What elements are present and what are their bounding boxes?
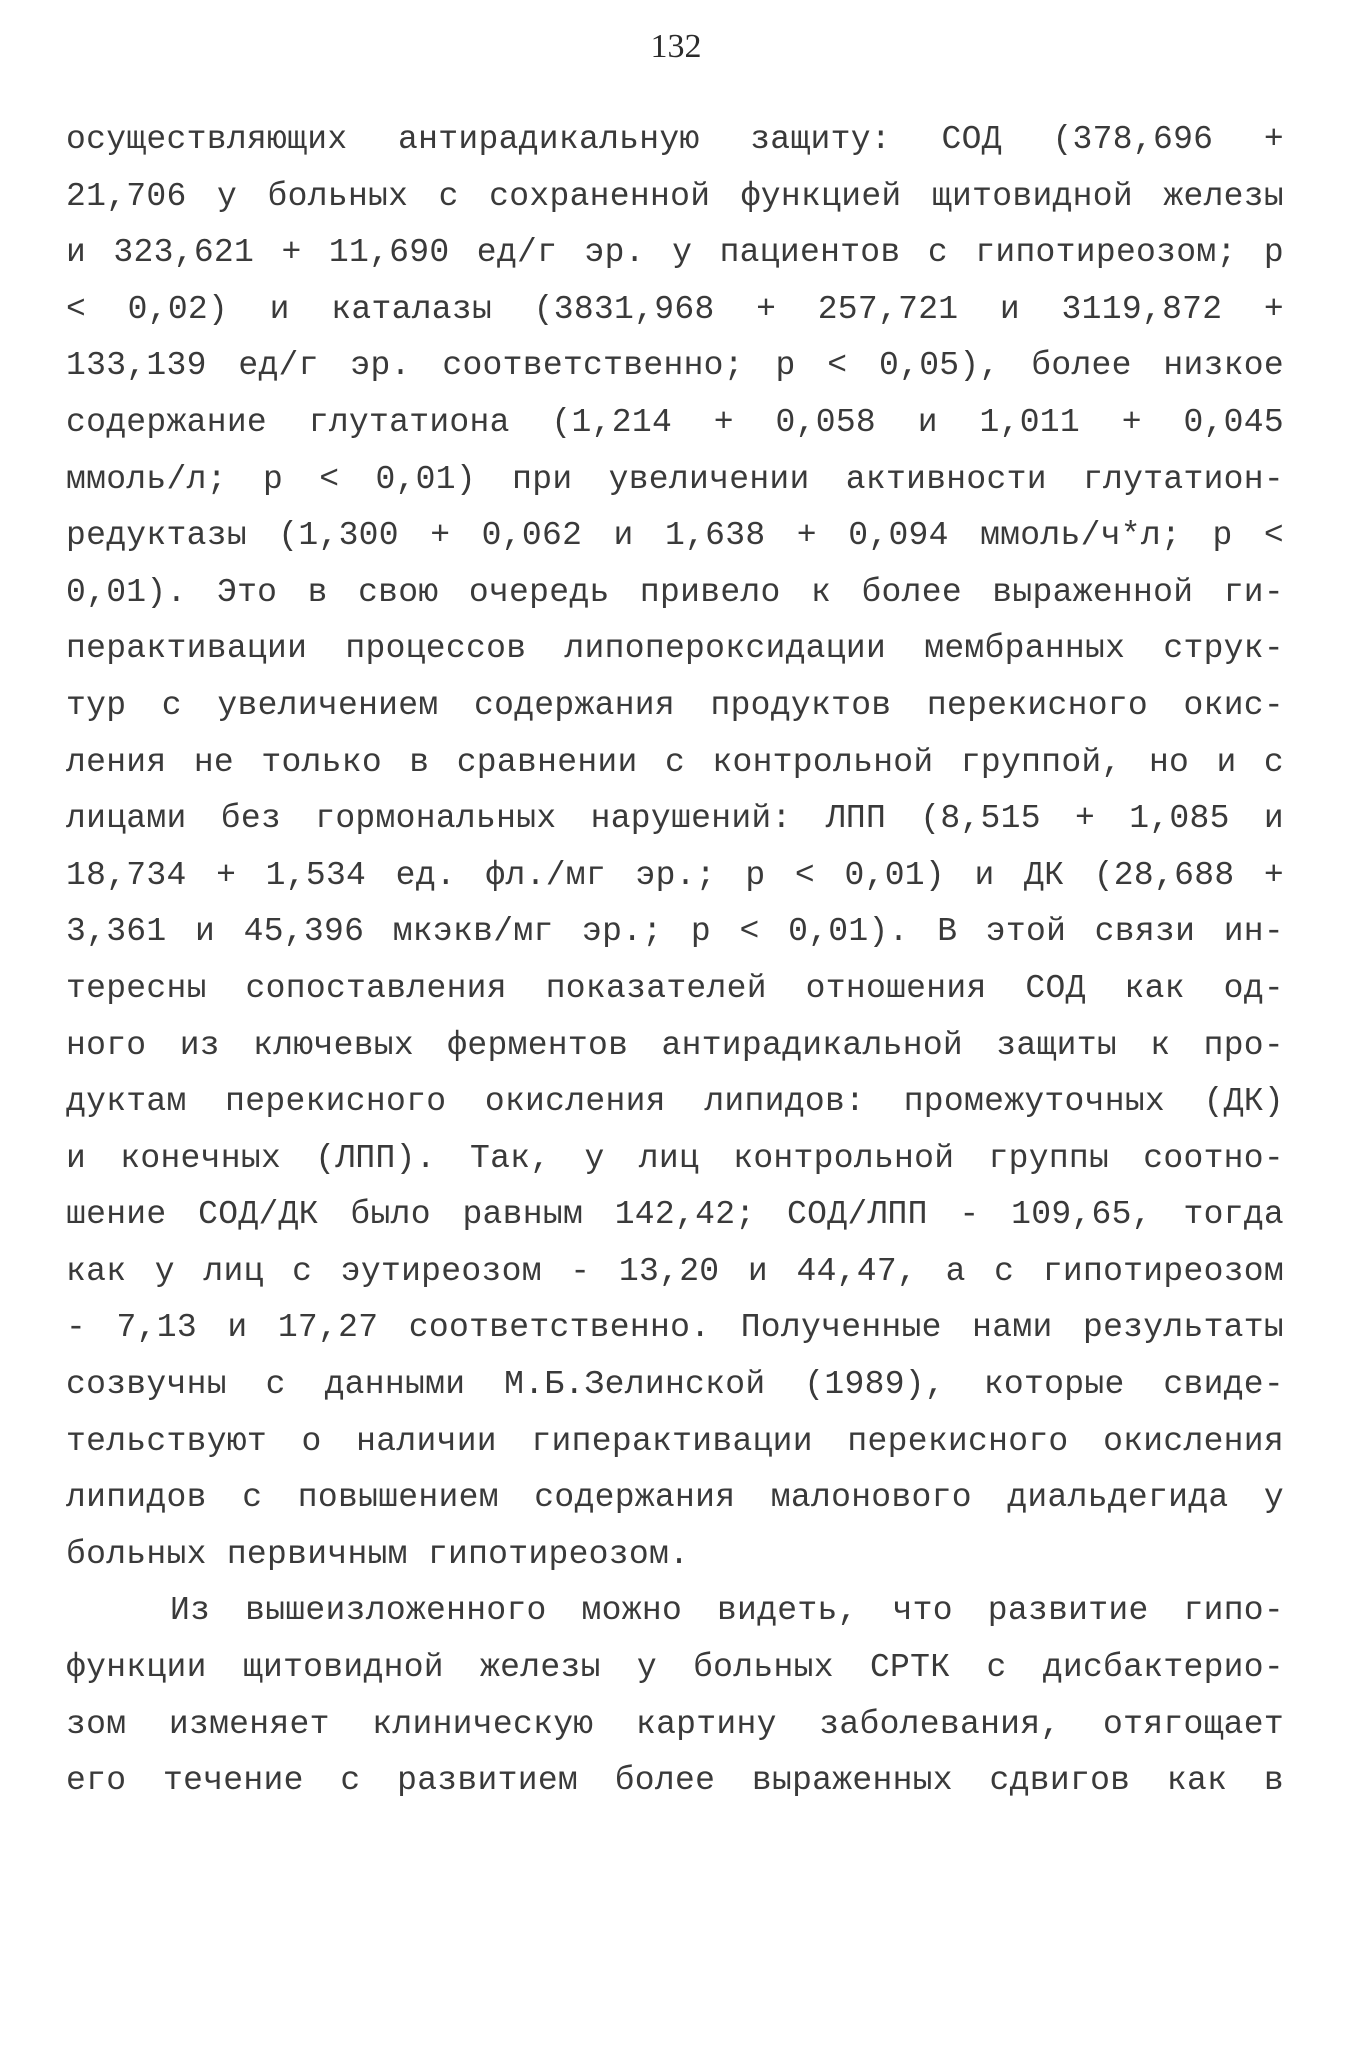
- text-line: 133,139 ед/г эр. соответственно; р < 0,05), более низкое: [66, 347, 1284, 385]
- paragraph-2: [66, 1583, 1284, 1809]
- paragraph-1: [66, 112, 1284, 1583]
- text-line: лицами без гормональных нарушений: ЛПП (8,515 + 1,085 и: [66, 800, 1284, 838]
- text-line: ммоль/л; р < 0,01) при увеличении активности глутатион-: [66, 460, 1284, 498]
- page-number: 132: [650, 28, 702, 65]
- body-text: [66, 112, 1284, 1810]
- text-line: созвучны с данными М.Б.Зелинской (1989), которые свиде-: [66, 1366, 1284, 1404]
- text-line: ного из ключевых ферментов антирадикальной защиты к про-: [66, 1026, 1284, 1064]
- text-line: < 0,02) и каталазы (3831,968 + 257,721 и 3119,872 +: [66, 290, 1284, 328]
- text-line: шение СОД/ДК было равным 142,42; СОД/ЛПП - 109,65, тогда: [66, 1196, 1284, 1234]
- text-line: его течение с развитием более выраженных сдвигов как в: [66, 1762, 1284, 1800]
- text-line: содержание глутатиона (1,214 + 0,058 и 1,011 + 0,045: [66, 403, 1284, 441]
- text-line: и конечных (ЛПП). Так, у лиц контрольной группы соотно-: [66, 1139, 1284, 1177]
- text-line: 21,706 у больных с сохраненной функцией щитовидной железы: [66, 177, 1284, 215]
- text-line: зом изменяет клиническую картину заболевания, отягощает: [66, 1705, 1284, 1743]
- text-line: как у лиц с эутиреозом - 13,20 и 44,47, а с гипотиреозом: [66, 1252, 1284, 1290]
- text-line: больных первичным гипотиреозом.: [66, 1535, 690, 1573]
- text-line: 3,361 и 45,396 мкэкв/мг эр.; р < 0,01). В этой связи ин-: [66, 913, 1284, 951]
- text-line: перактивации процессов липопероксидации мембранных струк-: [66, 630, 1284, 668]
- text-line: дуктам перекисного окисления липидов: промежуточных (ДК): [66, 1083, 1284, 1121]
- text-line: ления не только в сравнении с контрольной группой, но и с: [66, 743, 1284, 781]
- text-line: - 7,13 и 17,27 соответственно. Полученные нами результаты: [66, 1309, 1284, 1347]
- text-line: тересны сопоставления показателей отношения СОД как од-: [66, 969, 1284, 1007]
- text-line: и 323,621 + 11,690 ед/г эр. у пациентов с гипотиреозом; р: [66, 234, 1284, 272]
- text-line: осуществляющих антирадикальную защиту: СОД (378,696 +: [66, 121, 1284, 158]
- text-line: редуктазы (1,300 + 0,062 и 1,638 + 0,094 ммоль/ч*л; р <: [66, 517, 1284, 555]
- text-line: Из вышеизложенного можно видеть, что развитие гипо-: [170, 1592, 1284, 1630]
- text-line: липидов с повышением содержания малонового диальдегида у: [66, 1479, 1284, 1517]
- text-line: 0,01). Это в свою очередь привело к более выраженной ги-: [66, 573, 1284, 611]
- text-line: 18,734 + 1,534 ед. фл./мг эр.; р < 0,01) и ДК (28,688 +: [66, 856, 1284, 894]
- text-line: функции щитовидной железы у больных СРТК с дисбактерио-: [66, 1649, 1284, 1687]
- text-line: тельствуют о наличии гиперактивации перекисного окисления: [66, 1422, 1284, 1460]
- text-line: тур с увеличением содержания продуктов перекисного окис-: [66, 686, 1284, 724]
